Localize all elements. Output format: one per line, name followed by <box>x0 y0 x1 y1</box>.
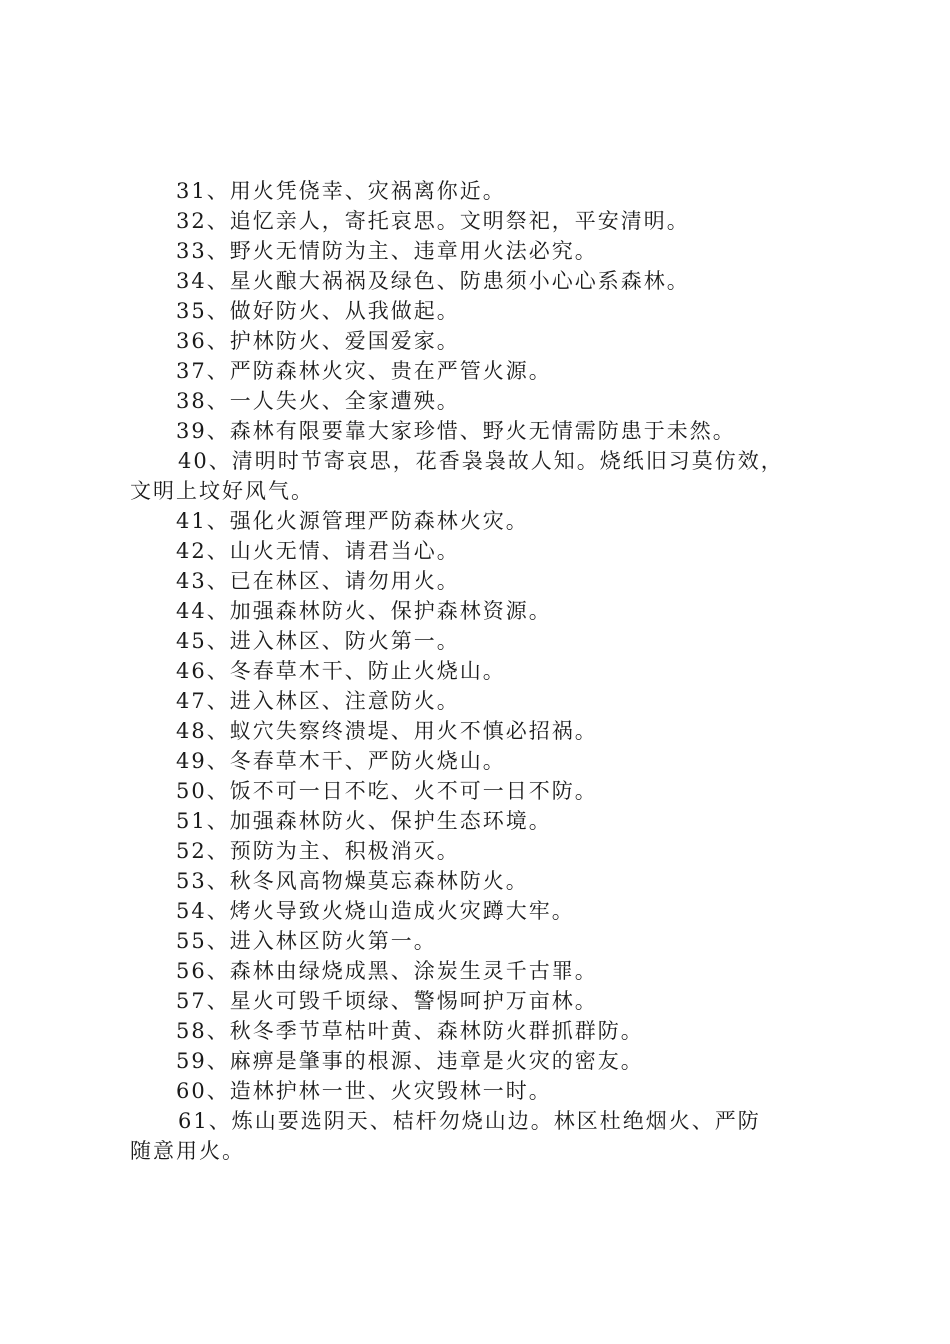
list-item: 59、麻痹是肇事的根源、违章是火灾的密友。 <box>176 1049 644 1073</box>
list-item: 57、星火可毁千顷绿、警惕呵护万亩林。 <box>176 989 598 1013</box>
list-item: 51、加强森林防火、保护生态环境。 <box>176 809 552 833</box>
list-item: 43、已在林区、请勿用火。 <box>176 569 460 593</box>
list-item: 48、蚁穴失察终溃堤、用火不慎必招祸。 <box>176 719 598 743</box>
list-item: 41、强化火源管理严防森林火灾。 <box>176 509 529 533</box>
slogan-list <box>130 176 850 1166</box>
list-item-line: 40、清明时节寄哀思，花香袅袅故人知。烧纸旧习莫仿效， <box>178 449 784 473</box>
list-item: 58、秋冬季节草枯叶黄、森林防火群抓群防。 <box>176 1019 644 1043</box>
list-item: 42、山火无情、请君当心。 <box>176 539 460 563</box>
list-item: 33、野火无情防为主、违章用火法必究。 <box>176 239 598 263</box>
list-item: 36、护林防火、爱国爱家。 <box>176 329 460 353</box>
list-item: 34、星火酿大祸祸及绿色、防患须小心心系森林。 <box>176 269 690 293</box>
list-item-line: 61、炼山要选阴天、桔杆勿烧山边。林区杜绝烟火、严防 <box>178 1109 761 1133</box>
list-item: 45、进入林区、防火第一。 <box>176 629 460 653</box>
list-item: 44、加强森林防火、保护森林资源。 <box>176 599 552 623</box>
list-item-wrapped <box>130 1106 850 1166</box>
list-item: 32、追忆亲人，寄托哀思。文明祭祀，平安清明。 <box>176 209 690 233</box>
list-item: 49、冬春草木干、严防火烧山。 <box>176 749 506 773</box>
list-item: 46、冬春草木干、防止火烧山。 <box>176 659 506 683</box>
list-item: 47、进入林区、注意防火。 <box>176 689 460 713</box>
list-item: 54、烤火导致火烧山造成火灾蹲大牢。 <box>176 899 575 923</box>
list-item: 56、森林由绿烧成黑、涂炭生灵千古罪。 <box>176 959 598 983</box>
list-item: 39、森林有限要靠大家珍惜、野火无情需防患于未然。 <box>176 419 736 443</box>
list-item: 31、用火凭侥幸、灾祸离你近。 <box>176 179 506 203</box>
list-item: 53、秋冬风高物燥莫忘森林防火。 <box>176 869 529 893</box>
list-item: 37、严防森林火灾、贵在严管火源。 <box>176 359 552 383</box>
list-item-wrapped <box>130 446 850 506</box>
list-item: 35、做好防火、从我做起。 <box>176 299 460 323</box>
list-item-continuation: 随意用火。 <box>130 1139 245 1163</box>
list-item: 60、造林护林一世、火灾毁林一时。 <box>176 1079 552 1103</box>
list-item: 55、进入林区防火第一。 <box>176 929 437 953</box>
list-item: 52、预防为主、积极消灭。 <box>176 839 460 863</box>
list-item: 50、饭不可一日不吃、火不可一日不防。 <box>176 779 598 803</box>
list-item: 38、一人失火、全家遭殃。 <box>176 389 460 413</box>
list-item-continuation: 文明上坟好风气。 <box>130 479 314 503</box>
